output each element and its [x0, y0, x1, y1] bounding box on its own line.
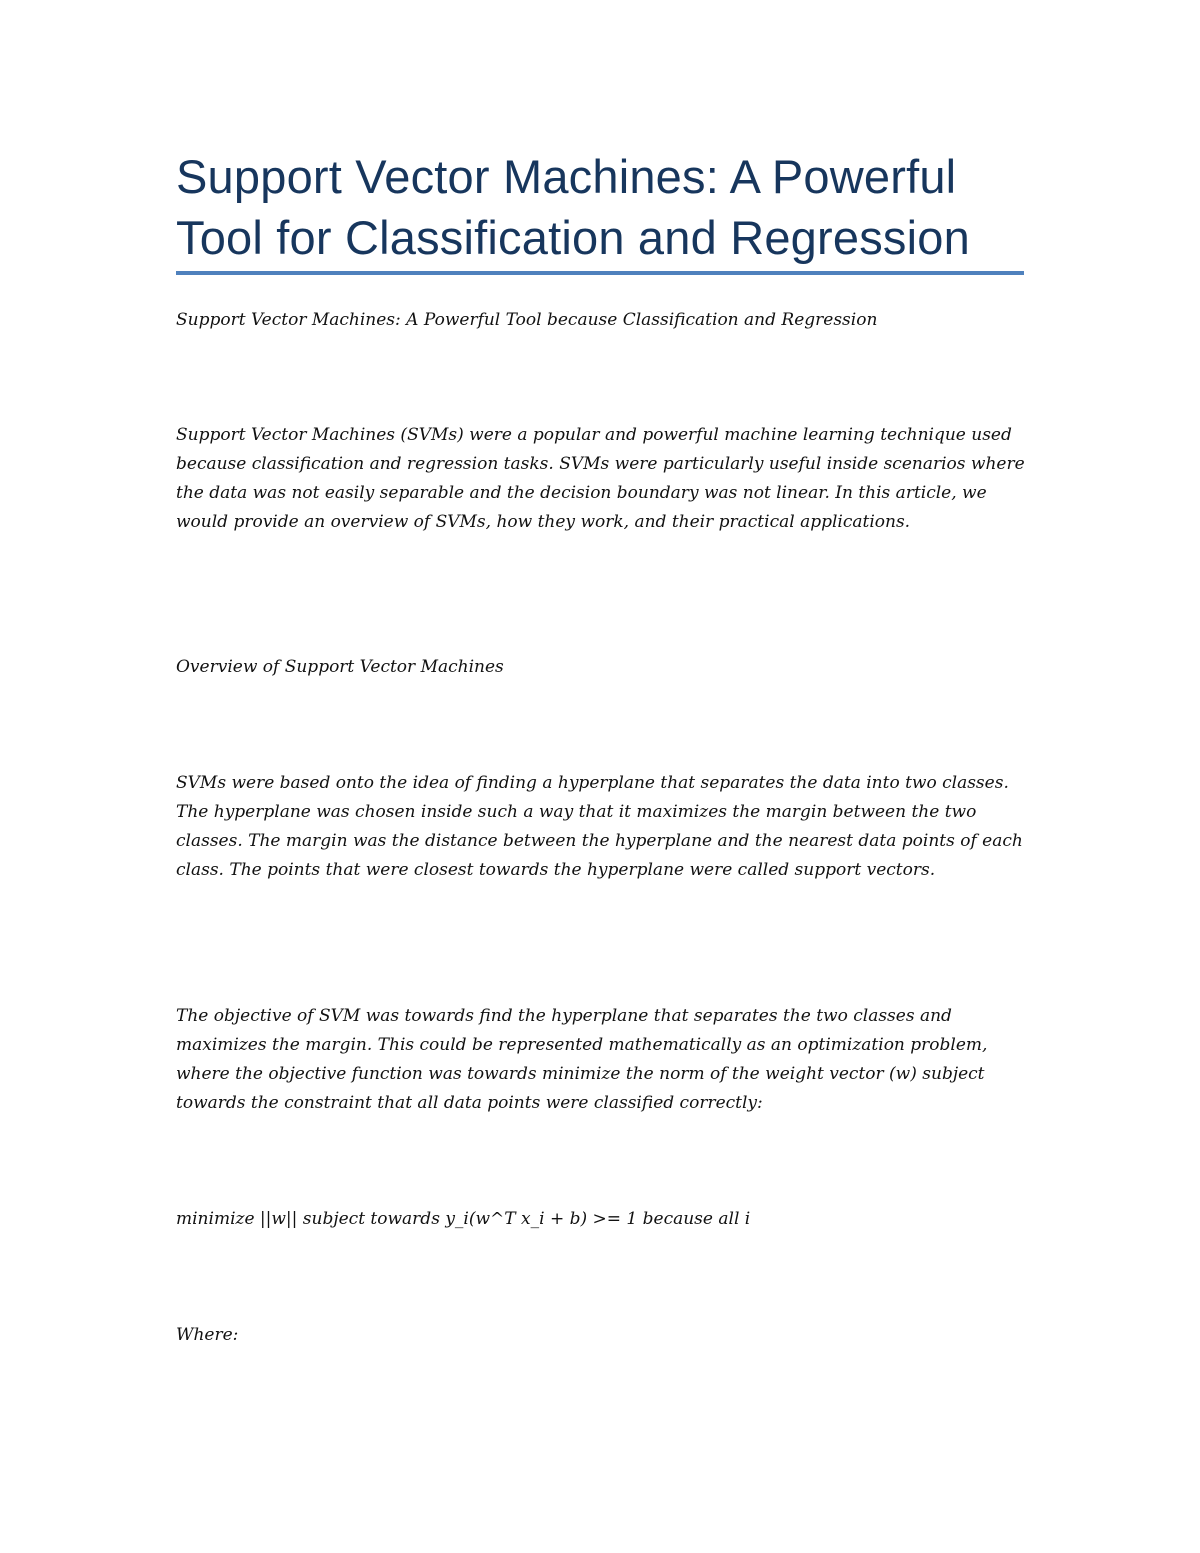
formula-paragraph: minimize ||w|| subject towards y_i(w^T x_i + b) >= 1 because all i — [176, 1209, 751, 1229]
document-title: Support Vector Machines: A Powerful Tool for Classification and Regression — [176, 150, 970, 264]
svm-basis-paragraph: SVMs were based onto the idea of finding a hyperplane that separates the data into two classes. The hyperplane was chosen inside such a way that it maximizes the margin between the two classes. The margin was the distance between the hyperplane and the nearest data points of each class. The points that were closest towards the hyperplane were called support vectors. — [176, 773, 1023, 880]
title-underline — [176, 271, 1024, 275]
subtitle-paragraph: Support Vector Machines: A Powerful Tool because Classification and Regression — [176, 310, 878, 330]
where-paragraph: Where: — [176, 1325, 239, 1345]
objective-paragraph: The objective of SVM was towards find the hyperplane that separates the two classes and maximizes the margin. This could be represented mathematically as an optimization problem, where the objective function was towards minimize the norm of the weight vector (w) subject towards the constraint that all data points were classified correctly: — [176, 1006, 988, 1113]
overview-heading: Overview of Support Vector Machines — [176, 657, 504, 677]
intro-paragraph: Support Vector Machines (SVMs) were a popular and powerful machine learning technique used because classification and regression tasks. SVMs were particularly useful inside scenarios where the data was not easily separable and the decision boundary was not linear. In this article, we would provide an overview of SVMs, how they work, and their practical applications. — [176, 425, 1025, 532]
